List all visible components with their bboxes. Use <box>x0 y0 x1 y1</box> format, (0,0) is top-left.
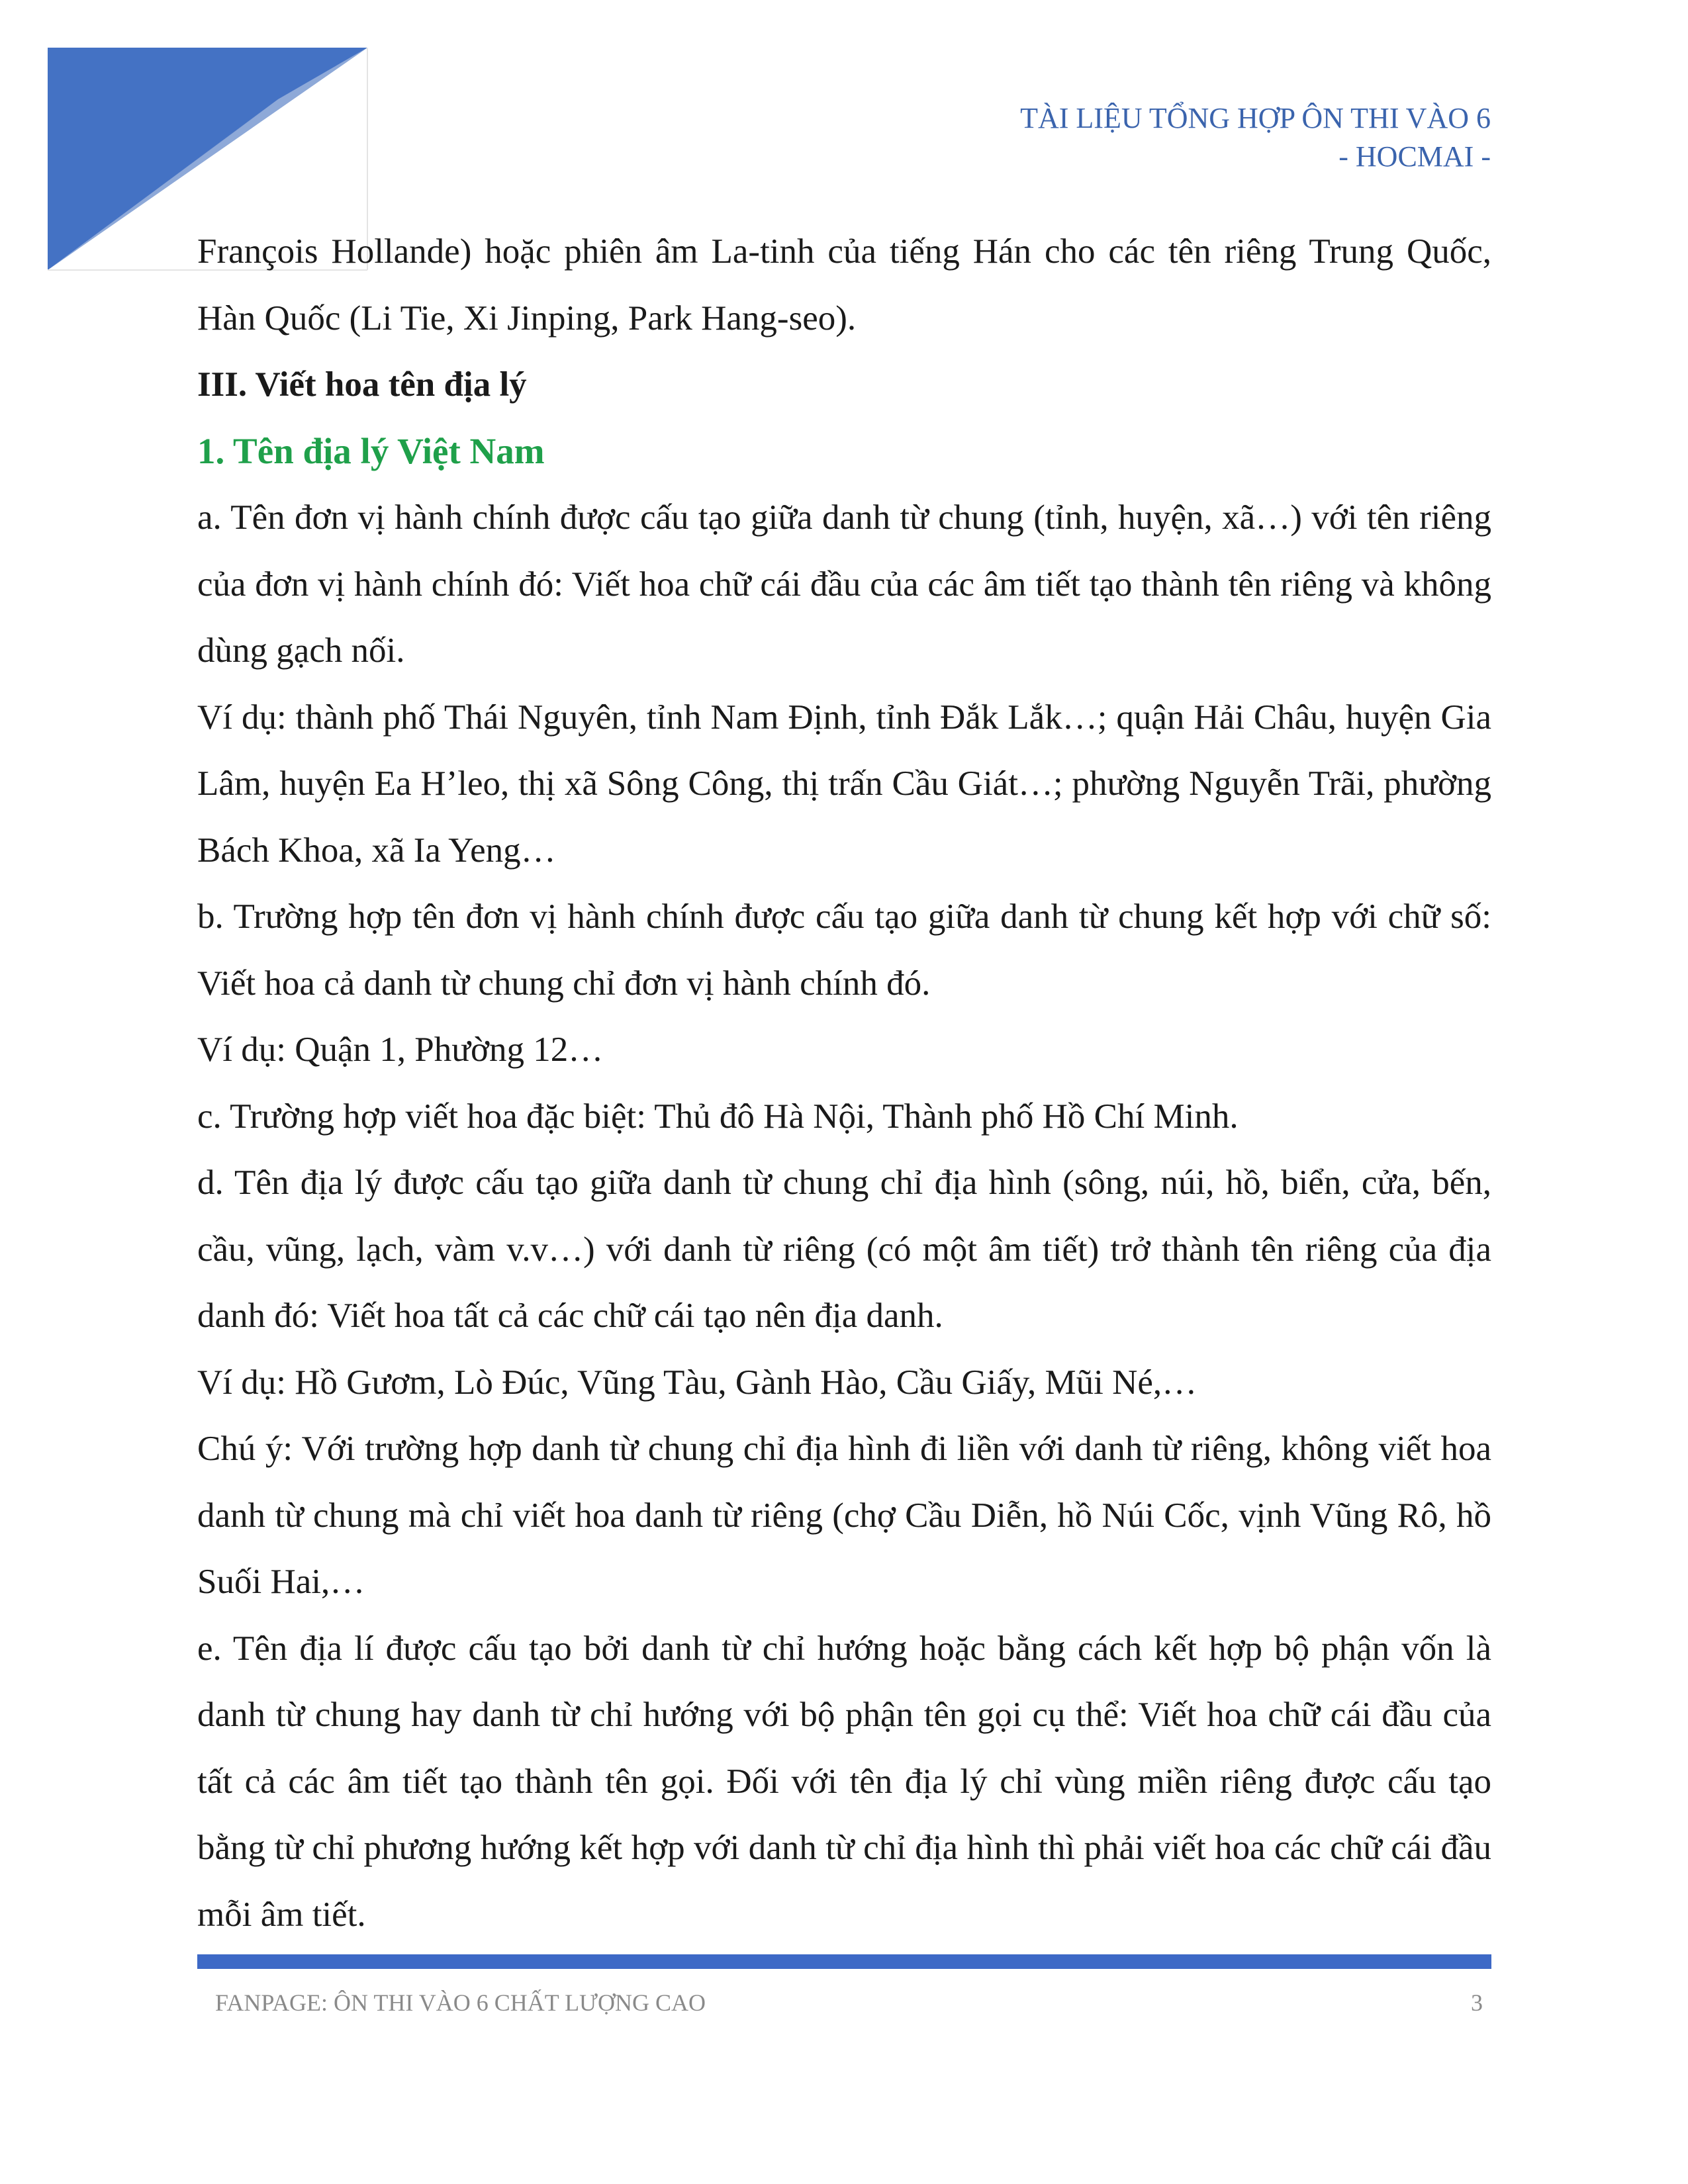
subsection-heading: 1. Tên địa lý Việt Nam <box>197 430 545 471</box>
document-header <box>1020 99 1491 176</box>
paragraph-e: e. Tên địa lí được cấu tạo bởi danh từ chỉ hướng hoặc bằng cách kết hợp bộ phận vốn là danh từ chung hay danh từ chỉ hướng với bộ phận tên gọi cụ thể: Viết hoa chữ cái đầu của tất cả các âm tiết tạo thành tên gọi. Đối với tên địa lý chỉ vùng miền riêng được cấu tạo bằng từ chỉ phương hướng kết hợp với danh từ chỉ địa hình thì phải viết hoa các chữ cái đầu mỗi âm tiết. <box>197 1629 1491 1934</box>
paragraph-d: d. Tên địa lý được cấu tạo giữa danh từ chung chỉ địa hình (sông, núi, hồ, biển, cửa, bến, cầu, vũng, lạch, vàm v.v…) với danh từ riêng (có một âm tiết) trở thành tên riêng của địa danh đó: Viết hoa tất cả các chữ cái tạo nên địa danh. <box>197 1163 1491 1335</box>
paragraph-a: a. Tên đơn vị hành chính được cấu tạo giữa danh từ chung (tỉnh, huyện, xã…) với tên riêng của đơn vị hành chính đó: Viết hoa chữ cái đầu của các âm tiết tạo thành tên riêng và không dùng gạch nối. <box>197 498 1491 670</box>
paragraph-b: b. Trường hợp tên đơn vị hành chính được cấu tạo giữa danh từ chung kết hợp với chữ số: Viết hoa cả danh từ chung chỉ đơn vị hành chính đó. <box>197 897 1491 1003</box>
header-title: TÀI LIỆU TỔNG HỢP ÔN THI VÀO 6 <box>1020 102 1491 134</box>
section-heading: III. Viết hoa tên địa lý <box>197 365 527 404</box>
paragraph-continuation: François Hollande) hoặc phiên âm La-tinh của tiếng Hán cho các tên riêng Trung Quốc, Hàn Quốc (Li Tie, Xi Jinping, Park Hang-seo). <box>197 232 1491 338</box>
paragraph-c: c. Trường hợp viết hoa đặc biệt: Thủ đô Hà Nội, Thành phố Hồ Chí Minh. <box>197 1097 1239 1136</box>
paragraph-d-example: Ví dụ: Hồ Gươm, Lò Đúc, Vũng Tàu, Gành Hào, Cầu Giấy, Mũi Né,… <box>197 1363 1197 1402</box>
paragraph-a-example: Ví dụ: thành phố Thái Nguyên, tỉnh Nam Định, tỉnh Đắk Lắk…; quận Hải Châu, huyện Gia Lâm, huyện Ea H’leo, thị xã Sông Công, thị trấn Cầu Giát…; phường Nguyễn Trãi, phường Bách Khoa, xã Ia Yeng… <box>197 698 1491 870</box>
header-subtitle: - HOCMAI - <box>1338 140 1491 173</box>
document-body <box>197 218 1491 1948</box>
paragraph-note: Chú ý: Với trường hợp danh từ chung chỉ địa hình đi liền với danh từ riêng, không viết hoa danh từ chung mà chỉ viết hoa danh từ riêng (chợ Cầu Diễn, hồ Núi Cốc, vịnh Vũng Rô, hồ Suối Hai,… <box>197 1430 1491 1601</box>
footer-fanpage: FANPAGE: ÔN THI VÀO 6 CHẤT LƯỢNG CAO <box>215 1989 706 2016</box>
page-number: 3 <box>1471 1989 1483 2016</box>
footer-bar <box>197 1954 1491 1969</box>
paragraph-b-example: Ví dụ: Quận 1, Phường 12… <box>197 1030 604 1069</box>
